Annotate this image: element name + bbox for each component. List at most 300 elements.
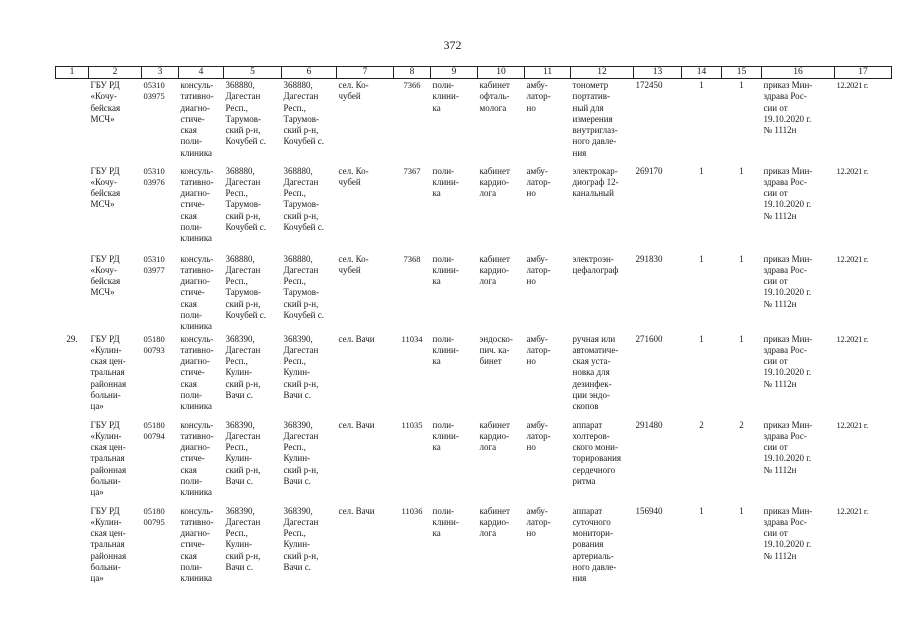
room-line: кардио- <box>479 430 510 441</box>
address-actual-line: ский р-н, <box>283 298 319 309</box>
equipment-code: 291830 <box>635 253 663 264</box>
care-mode <box>525 165 571 253</box>
record-id: 11034 <box>401 333 423 344</box>
equipment-line: ская уста- <box>572 356 611 367</box>
equipment <box>571 165 634 253</box>
org-name-line: «Кулин- <box>90 344 122 355</box>
org-name-line: бейская <box>90 276 121 287</box>
room <box>478 253 525 333</box>
table-row <box>56 333 892 419</box>
org-name-line: МСЧ» <box>90 287 115 298</box>
care-mode <box>525 419 571 505</box>
org-code <box>142 333 179 419</box>
order-ref-line: сии от <box>763 528 788 539</box>
equipment-line: артериаль- <box>572 550 614 561</box>
room-line: кабинет <box>479 505 510 516</box>
order-ref-line: № 1112н <box>763 464 797 475</box>
care-mode-line: но <box>526 528 536 539</box>
unit-line: клини- <box>432 344 459 355</box>
order-ref-line: 19.10.2020 г. <box>763 199 812 210</box>
address-actual-line: ский р-н, <box>283 125 319 136</box>
room-line: кабинет <box>479 419 510 430</box>
quantity-planned: 2 <box>739 419 744 430</box>
unit-line: ка <box>432 528 441 539</box>
column-header-5: 5 <box>224 67 282 79</box>
column-header-10: 10 <box>478 67 525 79</box>
room-line: офталь- <box>479 91 510 102</box>
unit-line: клини- <box>432 264 459 275</box>
quantity-planned: 1 <box>739 165 744 176</box>
equipment-line: суточного <box>572 516 611 527</box>
address-legal-line: ский р-н, <box>225 550 261 561</box>
address-legal-line: Кулин- <box>225 453 253 464</box>
org-name <box>89 333 142 419</box>
unit-line: поли- <box>432 253 455 264</box>
equipment-line: ного давле- <box>572 562 617 573</box>
org-name-line: ГБУ РД <box>90 505 120 516</box>
address-actual-line: Кулин- <box>283 539 311 550</box>
room-line: молога <box>479 102 507 113</box>
org-code <box>142 505 179 593</box>
equipment-code: 172450 <box>635 80 663 90</box>
address-legal <box>224 79 282 165</box>
org-name-line: «Кочу- <box>90 176 117 187</box>
address-legal-line: Респ., <box>225 102 248 113</box>
facility-type-line: клиника <box>180 321 213 332</box>
column-header-15: 15 <box>722 67 762 79</box>
address-actual-line: Кулин- <box>283 453 311 464</box>
facility-type-line: ская <box>180 550 197 561</box>
address-legal-line: Тарумов- <box>225 287 261 298</box>
facility-type-line: клиника <box>180 573 213 584</box>
address-legal-line: Вачи с. <box>225 562 253 573</box>
address-actual-line: 368880, <box>283 253 313 264</box>
facility-type-line: тативно- <box>180 344 214 355</box>
column-header-16: 16 <box>762 67 835 79</box>
address-actual-line: Респ., <box>283 442 306 453</box>
address-actual <box>282 165 337 253</box>
facility-type-line: диагно- <box>180 528 210 539</box>
equipment-line: ного давле- <box>572 136 617 147</box>
room-line: кардио- <box>479 264 510 275</box>
address-actual-line: ский р-н, <box>283 464 319 475</box>
order-ref-line: 19.10.2020 г. <box>763 453 812 464</box>
care-mode-line: но <box>526 442 536 453</box>
settlement-line: чубей <box>338 264 361 275</box>
equipment-line: электроэн- <box>572 253 614 264</box>
address-actual-line: Дагестан <box>283 344 319 355</box>
table-row <box>56 79 892 165</box>
unit-line: ка <box>432 276 441 287</box>
equipment-line: тонометр <box>572 80 609 90</box>
equipment <box>571 419 634 505</box>
org-name-line: бейская <box>90 102 121 113</box>
unit-line: поли- <box>432 333 455 344</box>
column-header-3: 3 <box>142 67 179 79</box>
facility-type-line: консуль- <box>180 253 214 264</box>
facility-type-line: диагно- <box>180 188 210 199</box>
address-legal-line: Тарумов- <box>225 113 261 124</box>
address-legal <box>224 333 282 419</box>
address-actual-line: Тарумов- <box>283 113 319 124</box>
unit-line: поли- <box>432 165 455 176</box>
org-name-line: «Кулин- <box>90 430 122 441</box>
equipment <box>571 253 634 333</box>
care-mode <box>525 505 571 593</box>
order-ref-line: здрава Рос- <box>763 516 807 527</box>
facility-type-line: диагно- <box>180 102 210 113</box>
column-header-13: 13 <box>634 67 682 79</box>
order-ref <box>762 165 835 253</box>
address-actual <box>282 419 337 505</box>
equipment-line: ритма <box>572 476 596 487</box>
column-header-1: 1 <box>56 67 89 79</box>
facility-type-line: стиче- <box>180 199 205 210</box>
room <box>478 505 525 593</box>
facility-type-line: консуль- <box>180 165 214 176</box>
quantity-required: 1 <box>699 505 704 516</box>
address-legal-line: 368880, <box>225 253 255 264</box>
facility-type-line: поли- <box>180 136 203 147</box>
row-number <box>56 505 89 593</box>
settlement <box>337 165 394 253</box>
room-line: бинет <box>479 356 502 367</box>
facility-type-line: поли- <box>180 309 203 320</box>
address-legal-line: Дагестан <box>225 516 261 527</box>
org-name-line: районная <box>90 378 127 389</box>
address-actual <box>282 333 337 419</box>
equipment-line: монитори- <box>572 528 613 539</box>
address-actual-line: ский р-н, <box>283 550 319 561</box>
address-legal-line: ский р-н, <box>225 378 261 389</box>
equipment-line: ского мони- <box>572 442 618 453</box>
org-code-line: 05310 <box>143 253 165 264</box>
unit-line: клини- <box>432 430 459 441</box>
unit <box>431 253 478 333</box>
address-legal-line: Кулин- <box>225 367 253 378</box>
address-legal-line: Респ., <box>225 442 248 453</box>
equipment-line: дезинфек- <box>572 378 612 389</box>
address-actual-line: 368880, <box>283 80 313 90</box>
address-legal-line: ский р-н, <box>225 210 261 221</box>
care-mode-line: но <box>526 356 536 367</box>
facility-type-line: стиче- <box>180 287 205 298</box>
page-number: 372 <box>443 38 462 52</box>
facility-type <box>179 505 224 593</box>
address-actual-line: 368880, <box>283 165 313 176</box>
order-ref-line: приказ Мин- <box>763 253 813 264</box>
org-name-line: ца» <box>90 487 104 498</box>
org-code-line: 00794 <box>143 430 165 441</box>
unit-line: клини- <box>432 91 459 102</box>
org-name <box>89 253 142 333</box>
address-legal-line: Кочубей с. <box>225 221 266 232</box>
settlement-line: чубей <box>338 91 361 102</box>
equipment-code: 271600 <box>635 333 663 344</box>
org-name-line: «Кулин- <box>90 516 122 527</box>
facility-type-line: ская <box>180 464 197 475</box>
settlement <box>337 505 394 593</box>
equipment-line: новка для <box>572 367 610 378</box>
address-actual-line: 368390, <box>283 333 313 344</box>
record-id: 11035 <box>401 419 423 430</box>
org-name-line: районная <box>90 550 127 561</box>
address-legal-line: Респ., <box>225 528 248 539</box>
row-number: 29. <box>66 333 78 344</box>
due-date: 12.2021 г. <box>836 419 868 430</box>
column-header-9: 9 <box>431 67 478 79</box>
facility-type-line: клиника <box>180 233 213 244</box>
unit <box>431 79 478 165</box>
room-line: кардио- <box>479 516 510 527</box>
org-name-line: МСЧ» <box>90 113 115 124</box>
settlement <box>337 419 394 505</box>
address-actual-line: Респ., <box>283 356 306 367</box>
org-name <box>89 505 142 593</box>
facility-type <box>179 165 224 253</box>
settlement <box>337 253 394 333</box>
address-actual-line: 368390, <box>283 505 313 516</box>
row-number <box>56 79 89 165</box>
org-name <box>89 165 142 253</box>
org-name-line: тральная <box>90 539 125 550</box>
order-ref-line: № 1112н <box>763 210 797 221</box>
room-line: пич. ка- <box>479 344 510 355</box>
facility-type <box>179 333 224 419</box>
facility-type-line: тативно- <box>180 430 214 441</box>
org-code <box>142 419 179 505</box>
address-legal-line: Респ., <box>225 356 248 367</box>
order-ref-line: сии от <box>763 356 788 367</box>
care-mode-line: амбу- <box>526 333 548 344</box>
care-mode-line: латор- <box>526 430 551 441</box>
order-ref-line: приказ Мин- <box>763 165 813 176</box>
order-ref-line: 19.10.2020 г. <box>763 539 812 550</box>
address-actual-line: Респ., <box>283 188 306 199</box>
quantity-required: 1 <box>699 333 704 344</box>
org-name-line: ца» <box>90 401 104 412</box>
row-number <box>56 165 89 253</box>
equipment-line: диограф 12- <box>572 176 619 187</box>
care-mode-line: латор- <box>526 91 551 102</box>
equipment-line: ния <box>572 147 587 158</box>
org-code-line: 05310 <box>143 165 165 176</box>
org-name-line: ГБУ РД <box>90 333 120 344</box>
order-ref-line: сии от <box>763 442 788 453</box>
facility-type-line: стиче- <box>180 367 205 378</box>
facility-type <box>179 79 224 165</box>
order-ref-line: сии от <box>763 276 788 287</box>
equipment-line: ручная или <box>572 333 616 344</box>
unit <box>431 333 478 419</box>
org-code-line: 00793 <box>143 344 165 355</box>
address-legal-line: 368390, <box>225 505 255 516</box>
address-actual-line: Дагестан <box>283 176 319 187</box>
room <box>478 79 525 165</box>
facility-type-line: поли- <box>180 390 203 401</box>
address-legal-line: Дагестан <box>225 430 261 441</box>
facility-type-line: консуль- <box>180 505 214 516</box>
care-mode-line: латор- <box>526 344 551 355</box>
facility-type-line: ская <box>180 210 197 221</box>
equipment-line: цефалограф <box>572 264 619 275</box>
order-ref-line: здрава Рос- <box>763 344 807 355</box>
address-actual-line: Дагестан <box>283 430 319 441</box>
facility-type-line: ская <box>180 378 197 389</box>
settlement <box>337 333 394 419</box>
order-ref-line: сии от <box>763 188 788 199</box>
facility-type-line: стиче- <box>180 453 205 464</box>
facility-type-line: тативно- <box>180 516 214 527</box>
care-mode <box>525 333 571 419</box>
address-actual-line: Вачи с. <box>283 562 311 573</box>
quantity-required: 2 <box>699 419 704 430</box>
order-ref-line: № 1112н <box>763 550 797 561</box>
column-header-8: 8 <box>394 67 431 79</box>
order-ref-line: сии от <box>763 102 788 113</box>
address-legal <box>224 253 282 333</box>
room-line: кардио- <box>479 176 510 187</box>
settlement-line: сел. Вачи <box>338 505 375 516</box>
row-number <box>56 419 89 505</box>
org-name-line: больни- <box>90 562 121 573</box>
equipment-line: портатив- <box>572 91 610 102</box>
column-header-17: 17 <box>835 67 892 79</box>
due-date: 12.2021 г. <box>836 80 868 90</box>
order-ref-line: приказ Мин- <box>763 80 813 90</box>
facility-type-line: клиника <box>180 401 213 412</box>
address-legal-line: Дагестан <box>225 344 261 355</box>
facility-type-line: диагно- <box>180 356 210 367</box>
unit-line: ка <box>432 102 441 113</box>
org-code-line: 03975 <box>143 91 165 102</box>
registry-table <box>55 66 892 593</box>
room <box>478 419 525 505</box>
quantity-planned: 1 <box>739 505 744 516</box>
due-date: 12.2021 г. <box>836 505 868 516</box>
equipment-line: измерения <box>572 113 613 124</box>
address-legal-line: Дагестан <box>225 264 261 275</box>
address-actual-line: Вачи с. <box>283 390 311 401</box>
room-line: эндоско- <box>479 333 513 344</box>
address-actual-line: Дагестан <box>283 516 319 527</box>
care-mode-line: амбу- <box>526 165 548 176</box>
org-code-line: 05180 <box>143 333 165 344</box>
room-line: лога <box>479 442 497 453</box>
address-actual-line: Тарумов- <box>283 287 319 298</box>
column-header-12: 12 <box>571 67 634 79</box>
table-row <box>56 419 892 505</box>
room-line: лога <box>479 528 497 539</box>
unit-line: клини- <box>432 516 459 527</box>
settlement-line: сел. Вачи <box>338 333 375 344</box>
address-legal-line: 368390, <box>225 419 255 430</box>
column-header-14: 14 <box>682 67 722 79</box>
care-mode <box>525 253 571 333</box>
org-name-line: тральная <box>90 367 125 378</box>
unit <box>431 165 478 253</box>
address-actual-line: Кочубей с. <box>283 221 324 232</box>
address-legal-line: ский р-н, <box>225 125 261 136</box>
unit <box>431 505 478 593</box>
address-legal-line: 368390, <box>225 333 255 344</box>
care-mode-line: латор- <box>526 176 551 187</box>
table-row <box>56 505 892 593</box>
order-ref-line: приказ Мин- <box>763 333 813 344</box>
column-header-2: 2 <box>89 67 142 79</box>
address-actual-line: Кулин- <box>283 367 311 378</box>
address-legal-line: Респ., <box>225 188 248 199</box>
facility-type-line: ская <box>180 125 197 136</box>
org-name-line: районная <box>90 464 127 475</box>
org-name-line: МСЧ» <box>90 199 115 210</box>
address-actual-line: Респ., <box>283 276 306 287</box>
address-legal-line: 368880, <box>225 80 255 90</box>
order-ref <box>762 253 835 333</box>
facility-type-line: тативно- <box>180 264 214 275</box>
due-date: 12.2021 г. <box>836 253 868 264</box>
equipment-line: ния <box>572 573 587 584</box>
table-header-row <box>56 67 892 79</box>
settlement-line: чубей <box>338 176 361 187</box>
facility-type-line: тативно- <box>180 91 214 102</box>
address-legal-line: Тарумов- <box>225 199 261 210</box>
room-line: лога <box>479 188 497 199</box>
org-code-line: 05180 <box>143 419 165 430</box>
org-code <box>142 79 179 165</box>
due-date: 12.2021 г. <box>836 165 868 176</box>
settlement-line: сел. Ко- <box>338 165 369 176</box>
order-ref <box>762 419 835 505</box>
facility-type-line: диагно- <box>180 442 210 453</box>
settlement-line: сел. Вачи <box>338 419 375 430</box>
care-mode-line: амбу- <box>526 419 548 430</box>
table-row <box>56 253 892 333</box>
care-mode-line: амбу- <box>526 505 548 516</box>
unit-line: клини- <box>432 176 459 187</box>
care-mode-line: но <box>526 102 536 113</box>
order-ref-line: 19.10.2020 г. <box>763 287 812 298</box>
order-ref-line: здрава Рос- <box>763 91 807 102</box>
unit <box>431 419 478 505</box>
record-id: 7368 <box>403 253 421 264</box>
org-name <box>89 79 142 165</box>
facility-type-line: поли- <box>180 221 203 232</box>
column-header-6: 6 <box>282 67 337 79</box>
facility-type-line: поли- <box>180 476 203 487</box>
room <box>478 165 525 253</box>
column-header-11: 11 <box>525 67 571 79</box>
address-legal-line: Респ., <box>225 276 248 287</box>
order-ref-line: здрава Рос- <box>763 264 807 275</box>
table-row <box>56 165 892 253</box>
order-ref-line: № 1112н <box>763 125 797 136</box>
org-name-line: больни- <box>90 390 121 401</box>
address-actual-line: Дагестан <box>283 264 319 275</box>
org-name-line: ГБУ РД <box>90 419 120 430</box>
equipment-line: внутриглаз- <box>572 125 618 136</box>
column-header-4: 4 <box>179 67 224 79</box>
care-mode-line: но <box>526 188 536 199</box>
facility-type <box>179 419 224 505</box>
order-ref-line: № 1112н <box>763 298 797 309</box>
unit-line: ка <box>432 442 441 453</box>
org-code-line: 03976 <box>143 176 165 187</box>
care-mode-line: амбу- <box>526 253 548 264</box>
address-legal-line: Дагестан <box>225 176 261 187</box>
org-name-line: «Кочу- <box>90 91 117 102</box>
org-name-line: ГБУ РД <box>90 253 120 264</box>
